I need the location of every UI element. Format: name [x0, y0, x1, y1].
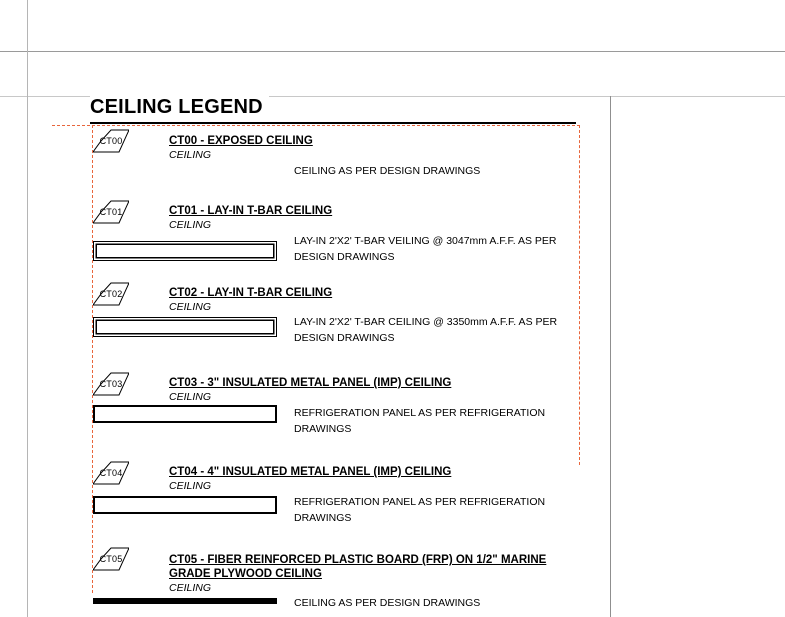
row-subheading: CEILING [169, 149, 212, 161]
ceiling-swatch-tbar [93, 317, 277, 337]
row-heading: CT02 - LAY-IN T-BAR CEILING [169, 287, 333, 299]
ceiling-tag-icon [93, 460, 129, 486]
page-title: CEILING LEGEND [90, 95, 269, 119]
row-heading: CT03 - 3" INSULATED METAL PANEL (IMP) CEILING [169, 377, 452, 389]
ceiling-tag-icon [93, 199, 129, 225]
ceiling-tag-label: CT05 [99, 554, 123, 564]
row-heading: CT04 - 4" INSULATED METAL PANEL (IMP) CEILING [169, 466, 452, 478]
ceiling-swatch-tbar [93, 241, 277, 261]
ceiling-tag-label: CT00 [99, 136, 123, 146]
row-heading: CT05 - FIBER REINFORCED PLASTIC BOARD (FRP) ON 1/2" MARINE GRADE PLYWOOD CEILING [169, 554, 547, 580]
row-heading: CT01 - LAY-IN T-BAR CEILING [169, 205, 333, 217]
row-heading: CT00 - EXPOSED CEILING [169, 135, 313, 147]
ceiling-swatch-panel [93, 496, 277, 514]
ceiling-tag-label: CT04 [99, 468, 123, 478]
title-underline [90, 122, 576, 124]
ceiling-tag-label: CT02 [99, 289, 123, 299]
ceiling-swatch-solid [93, 598, 277, 604]
sheet-border-top [0, 51, 785, 52]
row-description: REFRIGERATION PANEL AS PER REFRIGERATION DRAWINGS [294, 407, 546, 435]
ceiling-tag-label: CT03 [99, 379, 123, 389]
row-description: REFRIGERATION PANEL AS PER REFRIGERATION DRAWINGS [294, 496, 546, 524]
sheet-border-left [27, 0, 28, 617]
ceiling-swatch-panel [93, 405, 277, 423]
ceiling-tag-icon [93, 371, 129, 397]
ceiling-tag-icon [93, 546, 129, 572]
ceiling-tag-icon [93, 281, 129, 307]
row-description: CEILING AS PER DESIGN DRAWINGS [294, 597, 481, 609]
row-description: LAY-IN 2'X2' T-BAR CEILING @ 3350mm A.F.F. AS PER DESIGN DRAWINGS [294, 316, 558, 344]
guide-line-horizontal [52, 125, 580, 126]
ceiling-tag-icon [93, 128, 129, 154]
row-subheading: CEILING [169, 301, 212, 313]
row-description: CEILING AS PER DESIGN DRAWINGS [294, 165, 481, 177]
row-subheading: CEILING [169, 391, 212, 403]
row-subheading: CEILING [169, 582, 212, 594]
row-subheading: CEILING [169, 480, 212, 492]
guide-line-vertical-left [92, 125, 93, 593]
row-description: LAY-IN 2'X2' T-BAR VEILING @ 3047mm A.F.F. AS PER DESIGN DRAWINGS [294, 235, 557, 263]
row-subheading: CEILING [169, 219, 212, 231]
sheet-border-right [610, 96, 611, 617]
ceiling-tag-label: CT01 [99, 207, 123, 217]
